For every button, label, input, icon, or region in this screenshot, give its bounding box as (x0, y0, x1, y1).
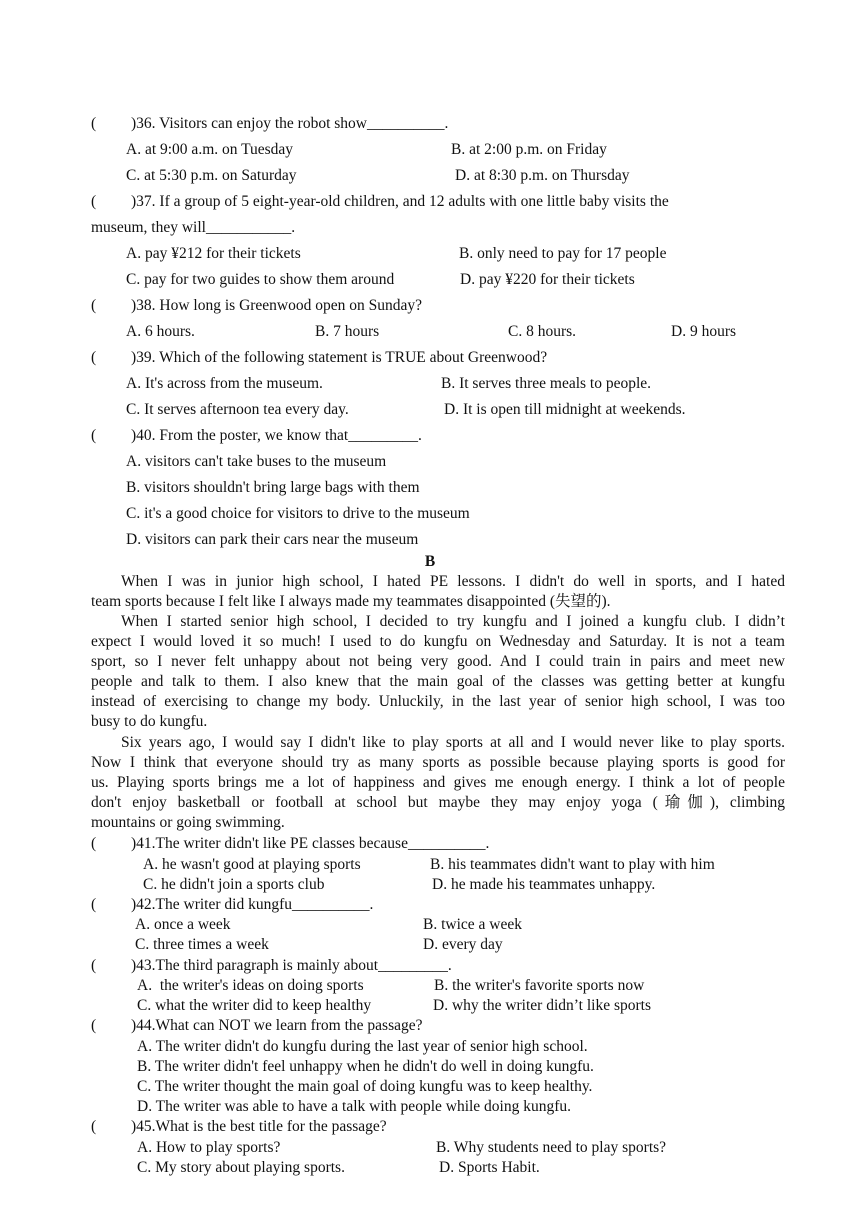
q39-option-d: D. It is open till midnight at weekends. (444, 401, 686, 418)
q43-option-b: B. the writer's favorite sports now (434, 977, 645, 994)
answer-bracket: ( (91, 835, 128, 852)
answer-bracket: ( (91, 1017, 128, 1034)
passage-line: don't enjoy basketball or football at school but maybe they may enjoy yoga (瑜伽), climbing (91, 794, 785, 811)
passage-line: When I was in junior high school, I hated PE lessons. I didn't do well in sports, and I hated (121, 573, 785, 590)
question-42-stem: )42.The writer did kungfu__________. (131, 896, 374, 913)
question-40-stem: )40. From the poster, we know that_________. (131, 427, 422, 444)
answer-bracket: ( (91, 115, 128, 132)
q45-option-a: A. How to play sports? (137, 1139, 281, 1156)
q38-option-a: A. 6 hours. (126, 323, 195, 340)
passage-line: mountains or going swimming. (91, 814, 285, 831)
q40-option-d: D. visitors can park their cars near the museum (126, 531, 419, 548)
q40-option-c: C. it's a good choice for visitors to drive to the museum (126, 505, 470, 522)
q44-option-c: C. The writer thought the main goal of doing kungfu was to keep healthy. (137, 1078, 593, 1095)
q42-option-d: D. every day (423, 936, 503, 953)
answer-bracket: ( (91, 896, 128, 913)
answer-bracket: ( (91, 427, 128, 444)
question-38-stem: )38. How long is Greenwood open on Sunday? (131, 297, 423, 314)
question-43-stem: )43.The third paragraph is mainly about_________. (131, 957, 452, 974)
q41-option-d: D. he made his teammates unhappy. (432, 876, 656, 893)
q43-option-a: A. the writer's ideas on doing sports (137, 977, 364, 994)
q42-option-c: C. three times a week (135, 936, 269, 953)
q36-option-b: B. at 2:00 p.m. on Friday (451, 141, 607, 158)
q37-option-a: A. pay ¥212 for their tickets (126, 245, 301, 262)
q44-option-d: D. The writer was able to have a talk with people while doing kungfu. (137, 1098, 572, 1115)
section-heading: B (424, 553, 436, 570)
passage-line: Now I think that everyone should try as many sports as possible because playing sports is good for (91, 754, 785, 771)
passage-line: sport, so I never felt unhappy about not being very good. And I could train in pairs and meet new (91, 653, 785, 670)
passage-line: instead of exercising to change my body. Unluckily, in the last year of senior high school, I was too (91, 693, 785, 710)
passage-line: us. Playing sports brings me a lot of happiness and gives me enough energy. I think a lot of people (91, 774, 785, 791)
q41-option-c: C. he didn't join a sports club (143, 876, 325, 893)
passage-line: team sports because I felt like I always made my teammates disappointed (失望的). (91, 593, 611, 610)
q44-option-a: A. The writer didn't do kungfu during the last year of senior high school. (137, 1038, 588, 1055)
q43-option-c: C. what the writer did to keep healthy (137, 997, 372, 1014)
q43-option-d: D. why the writer didn’t like sports (433, 997, 651, 1014)
q40-option-b: B. visitors shouldn't bring large bags with them (126, 479, 420, 496)
answer-bracket: ( (91, 349, 128, 366)
passage-line: expect I would loved it so much! I used to do kungfu on Wednesday and Saturday. It is not a team (91, 633, 785, 650)
question-45-stem: )45.What is the best title for the passage? (131, 1118, 387, 1135)
q41-option-a: A. he wasn't good at playing sports (143, 856, 361, 873)
q37-option-b: B. only need to pay for 17 people (459, 245, 667, 262)
q41-option-b: B. his teammates didn't want to play with him (430, 856, 715, 873)
q36-option-c: C. at 5:30 p.m. on Saturday (126, 167, 297, 184)
q38-option-c: C. 8 hours. (508, 323, 577, 340)
q39-option-c: C. It serves afternoon tea every day. (126, 401, 349, 418)
question-44-stem: )44.What can NOT we learn from the passage? (131, 1017, 423, 1034)
q45-option-b: B. Why students need to play sports? (436, 1139, 667, 1156)
q44-option-b: B. The writer didn't feel unhappy when he didn't do well in doing kungfu. (137, 1058, 594, 1075)
q39-option-b: B. It serves three meals to people. (441, 375, 652, 392)
q42-option-a: A. once a week (135, 916, 231, 933)
q37-option-d: D. pay ¥220 for their tickets (460, 271, 635, 288)
answer-bracket: ( (91, 1118, 128, 1135)
q39-option-a: A. It's across from the museum. (126, 375, 323, 392)
q38-option-d: D. 9 hours (671, 323, 737, 340)
question-37-stem: )37. If a group of 5 eight-year-old children, and 12 adults with one little baby visits the (131, 193, 669, 210)
q36-option-d: D. at 8:30 p.m. on Thursday (455, 167, 630, 184)
q36-option-a: A. at 9:00 a.m. on Tuesday (126, 141, 294, 158)
answer-bracket: ( (91, 193, 128, 210)
question-39-stem: )39. Which of the following statement is TRUE about Greenwood? (131, 349, 548, 366)
passage-line: busy to do kungfu. (91, 713, 208, 730)
q45-option-c: C. My story about playing sports. (137, 1159, 345, 1176)
passage-line: Six years ago, I would say I didn't like to play sports at all and I would never like to play sports. (121, 734, 785, 751)
passage-line: When I started senior high school, I decided to try kungfu and I joined a kungfu club. I didn’t (121, 613, 785, 630)
question-36-stem: )36. Visitors can enjoy the robot show__________. (131, 115, 449, 132)
question-37-stem-cont: museum, they will___________. (91, 219, 296, 236)
question-41-stem: )41.The writer didn't like PE classes because__________. (131, 835, 490, 852)
passage-line: people and talk to them. I also knew that the main goal of the classes was getting better at kungfu (91, 673, 785, 690)
q42-option-b: B. twice a week (423, 916, 522, 933)
q45-option-d: D. Sports Habit. (439, 1159, 540, 1176)
q37-option-c: C. pay for two guides to show them around (126, 271, 395, 288)
q38-option-b: B. 7 hours (315, 323, 380, 340)
q40-option-a: A. visitors can't take buses to the museum (126, 453, 387, 470)
answer-bracket: ( (91, 957, 128, 974)
answer-bracket: ( (91, 297, 128, 314)
